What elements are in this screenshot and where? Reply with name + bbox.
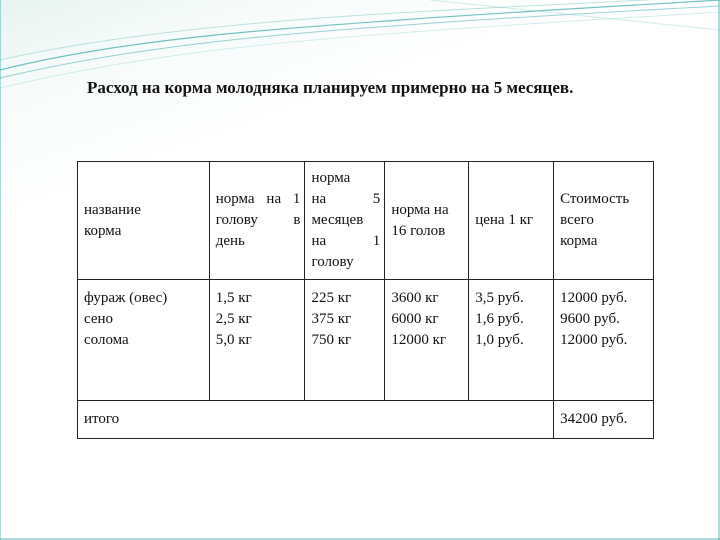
cell-text: фураж (овес) bbox=[84, 290, 168, 306]
total-value: 34200 руб. bbox=[560, 411, 628, 427]
header-text: на 1 bbox=[311, 233, 381, 249]
header-text: Стоимость bbox=[560, 191, 630, 207]
header-total-cost bbox=[554, 162, 654, 280]
header-text: на 5 bbox=[311, 191, 381, 207]
table-row bbox=[78, 280, 654, 401]
feed-consumption-table bbox=[77, 161, 654, 439]
cell-feed-names bbox=[78, 280, 210, 401]
cell-per-16-heads bbox=[385, 280, 469, 401]
cell-price bbox=[469, 280, 554, 401]
header-text: голову в bbox=[215, 212, 301, 228]
cell-text: 2,5 кг bbox=[215, 311, 252, 327]
cell-text: солома bbox=[84, 332, 129, 348]
cell-text: 3600 кг bbox=[391, 290, 439, 306]
header-norm-per-head-day bbox=[209, 162, 305, 280]
slide-title: Расход на корма молодняка планируем примерно на 5 месяцев. bbox=[87, 78, 574, 97]
header-norm-16-heads bbox=[385, 162, 469, 280]
cell-per-head-5m bbox=[305, 280, 385, 401]
cell-text: 9600 руб. bbox=[560, 311, 620, 327]
cell-text: 6000 кг bbox=[391, 311, 439, 327]
cell-text: сено bbox=[84, 311, 114, 327]
cell-text: 12000 руб. bbox=[560, 332, 628, 348]
cell-text: 5,0 кг bbox=[215, 332, 252, 348]
header-text: день bbox=[215, 233, 245, 249]
total-value-cell bbox=[554, 401, 654, 439]
cell-text: 12000 руб. bbox=[560, 290, 628, 306]
header-norm-5-months bbox=[305, 162, 385, 280]
cell-cost bbox=[554, 280, 654, 401]
cell-text: 750 кг bbox=[311, 332, 352, 348]
header-text: норма bbox=[311, 170, 351, 186]
header-text: цена 1 кг bbox=[475, 212, 534, 228]
header-text: 16 голов bbox=[391, 222, 446, 239]
header-text: норма на 1 bbox=[215, 191, 301, 207]
cell-text: 225 кг bbox=[311, 290, 352, 306]
table-total-row bbox=[78, 401, 654, 439]
header-text: месяцев bbox=[311, 212, 364, 228]
table-header-row bbox=[78, 162, 654, 280]
header-text: название bbox=[84, 201, 141, 218]
cell-per-head-day bbox=[209, 280, 305, 401]
header-price-per-kg bbox=[469, 162, 554, 280]
cell-text: 1,0 руб. bbox=[475, 332, 524, 348]
total-label: итого bbox=[84, 411, 120, 427]
cell-text: 12000 кг bbox=[391, 332, 447, 348]
header-text: корма bbox=[560, 233, 598, 249]
cell-text: 1,5 кг bbox=[215, 290, 252, 306]
cell-text: 1,6 руб. bbox=[475, 311, 524, 327]
header-text: норма на bbox=[391, 201, 449, 218]
header-text: голову bbox=[311, 254, 354, 270]
header-text: всего bbox=[560, 212, 594, 228]
cell-text: 375 кг bbox=[311, 311, 352, 327]
header-text: корма bbox=[84, 222, 122, 239]
header-feed-name bbox=[78, 162, 210, 280]
cell-text: 3,5 руб. bbox=[475, 290, 524, 306]
total-label-cell bbox=[78, 401, 554, 439]
